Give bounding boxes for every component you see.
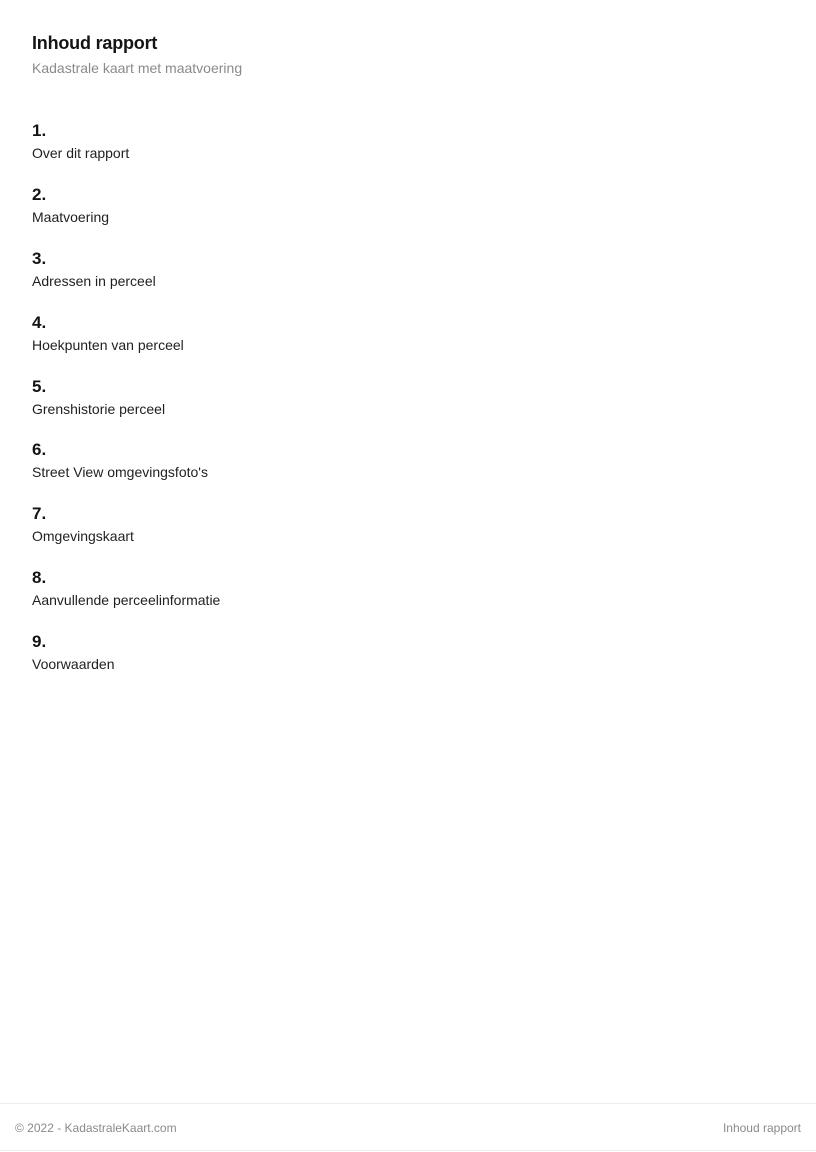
- footer-section-title: Inhoud rapport: [722, 1121, 801, 1135]
- toc-label: Street View omgevingsfoto's: [32, 464, 208, 481]
- footer-copyright: © 2022 - KadastraleKaart.com: [15, 1121, 177, 1135]
- toc-number: 6.: [32, 440, 47, 460]
- toc-item-4: [32, 312, 220, 376]
- toc-item-8: [32, 567, 220, 631]
- toc-label: Over dit rapport: [32, 145, 130, 161]
- toc-number: 7.: [32, 504, 47, 524]
- toc-item-2: [32, 184, 220, 248]
- toc-label: Adressen in perceel: [32, 272, 156, 289]
- toc-item-7: [32, 503, 220, 567]
- page-header: [32, 32, 242, 77]
- toc-label: Hoekpunten van perceel: [32, 336, 184, 353]
- toc-number: 2.: [32, 184, 47, 204]
- toc-label: Grenshistorie perceel: [32, 400, 166, 417]
- toc-number: 3.: [32, 248, 47, 268]
- toc-item-1: [32, 120, 220, 184]
- page-subtitle: Kadastrale kaart met maatvoering: [32, 60, 243, 76]
- toc-label: Omgevingskaart: [32, 528, 134, 545]
- toc-label: Voorwaarden: [32, 656, 115, 673]
- toc-item-3: [32, 248, 220, 312]
- toc-number: 1.: [32, 121, 47, 140]
- toc-number: 9.: [32, 632, 47, 652]
- toc-item-9: [32, 631, 220, 695]
- toc-item-6: [32, 439, 220, 503]
- page-footer: [0, 1103, 816, 1151]
- table-of-contents: [32, 120, 220, 695]
- page-title: Inhoud rapport: [32, 33, 158, 53]
- toc-number: 4.: [32, 312, 47, 332]
- toc-item-5: [32, 376, 220, 440]
- toc-number: 8.: [32, 568, 47, 588]
- toc-label: Maatvoering: [32, 208, 110, 225]
- toc-number: 5.: [32, 376, 47, 396]
- toc-label: Aanvullende perceelinformatie: [32, 592, 221, 609]
